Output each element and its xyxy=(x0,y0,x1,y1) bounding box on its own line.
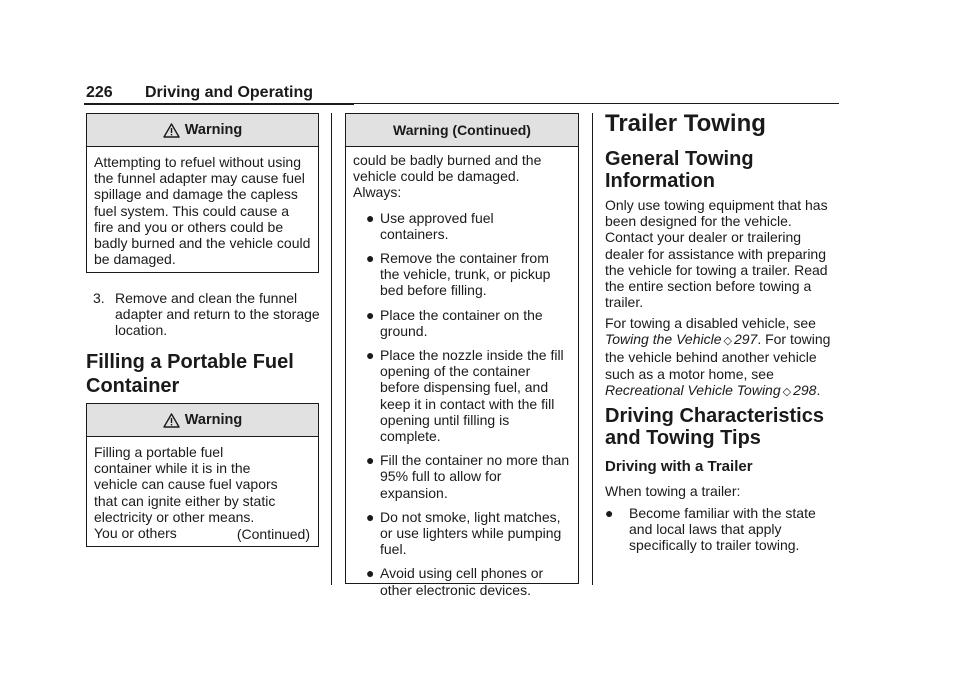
list-item xyxy=(605,505,840,554)
bullet-icon: ● xyxy=(366,250,375,267)
list-item xyxy=(353,509,572,558)
bullet-icon: ● xyxy=(366,565,375,582)
list-item-text: Remove the container from the vehicle, trunk, or pickup bed before filling. xyxy=(380,250,551,299)
list-item-text: Place the container on the ground. xyxy=(380,306,543,339)
bullet-icon: ● xyxy=(366,209,375,226)
continued-label: (Continued) xyxy=(236,526,310,542)
bullet-icon: ● xyxy=(605,505,614,521)
heading-general-towing: General Towing Information xyxy=(605,148,754,192)
warning-box-refuel xyxy=(86,113,319,273)
warning-box-continued xyxy=(345,113,579,598)
xref-arrow-icon: ◇ xyxy=(723,335,732,348)
section-title: Driving and Operating xyxy=(145,84,314,101)
list-item xyxy=(353,250,572,299)
list-item xyxy=(353,307,572,339)
list-item xyxy=(353,452,572,501)
step-3 xyxy=(93,290,321,339)
list-item-text: Use approved fuel containers. xyxy=(380,209,494,242)
page-number: 226 xyxy=(86,84,113,101)
page-header xyxy=(84,84,839,104)
list-item-text: Place the nozzle inside the fill opening of the container before dispensing fuel, and keep it in contact with the fill opening until filling is complete. xyxy=(380,347,564,445)
list-item-text: Become familiar with the state and local laws that apply specifically to trailer towing. xyxy=(629,505,816,554)
heading-driving-with-trailer: Driving with a Trailer xyxy=(605,458,753,475)
warning-triangle-icon xyxy=(163,413,180,428)
warning-text: Filling a portable fuel container while it is in the vehicle can cause fuel vapors that can ignite either by static electricity or other means. You or others xyxy=(94,444,278,542)
header-rule-bold xyxy=(84,103,354,105)
bullet-icon: ● xyxy=(366,306,375,323)
warning-header xyxy=(87,404,318,437)
xref-arrow-icon: ◇ xyxy=(782,385,792,398)
warning-title: Warning (Continued) xyxy=(393,122,531,138)
bullet-icon: ● xyxy=(366,508,375,525)
paragraph-when-towing: When towing a trailer: xyxy=(605,483,741,499)
header-rule xyxy=(354,103,839,104)
heading-trailer-towing: Trailer Towing xyxy=(605,110,766,137)
xref-page-297[interactable]: 297 xyxy=(733,331,758,348)
warning-header xyxy=(346,114,578,147)
warning-triangle-icon xyxy=(163,123,180,138)
xref-page-298[interactable]: 298 xyxy=(793,381,817,398)
list-item xyxy=(353,347,572,444)
warning-text: Attempting to refuel without using the funnel adapter may cause fuel spillage and damage the capless fuel system. This could cause a fire and you or others could be badly burned and the vehicle could be damaged. xyxy=(94,154,311,268)
list-item-text: Do not smoke, light matches, or use lighters while pumping fuel. xyxy=(380,508,562,558)
warning-title: Warning xyxy=(184,412,243,428)
bullet-icon: ● xyxy=(366,347,375,364)
xref-towing-the-vehicle[interactable]: Towing the Vehicle xyxy=(605,331,722,348)
list-item xyxy=(353,565,572,597)
warning-header xyxy=(87,114,318,147)
step-text: Remove and clean the funnel adapter and return to the storage location. xyxy=(115,290,320,339)
warning-title: Warning xyxy=(184,122,243,138)
list-item xyxy=(353,210,572,242)
heading-portable-fuel-container: Filling a Portable Fuel Container xyxy=(86,351,294,397)
paragraph-towing-references: For towing a disabled vehicle, see Towing the Vehicle ◇ 297. For towing the vehicle behind another vehicle such as a motor home, see Recreational Vehicle Towing ◇ 298. xyxy=(605,315,831,398)
list-item-text: Fill the container no more than 95% full to allow for expansion. xyxy=(380,452,570,501)
step-number: 3. xyxy=(93,290,105,306)
heading-driving-characteristics: Driving Characteristics and Towing Tips xyxy=(605,405,824,449)
warning-intro: could be badly burned and the vehicle could be damaged. Always: xyxy=(353,152,542,201)
warning-box-portable xyxy=(86,403,319,547)
xref-recreational-vehicle-towing[interactable]: Recreational Vehicle Towing xyxy=(605,381,781,398)
list-item-text: Avoid using cell phones or other electronic devices. xyxy=(380,565,544,598)
column-divider-1 xyxy=(331,113,332,585)
paragraph-general-towing: Only use towing equipment that has been designed for the vehicle. Contact your dealer or trailering dealer for assistance with preparing the vehicle for towing a trailer. Read the entire section before towing a trailer. xyxy=(605,197,828,311)
bullet-icon: ● xyxy=(366,452,375,469)
column-divider-2 xyxy=(592,113,593,585)
